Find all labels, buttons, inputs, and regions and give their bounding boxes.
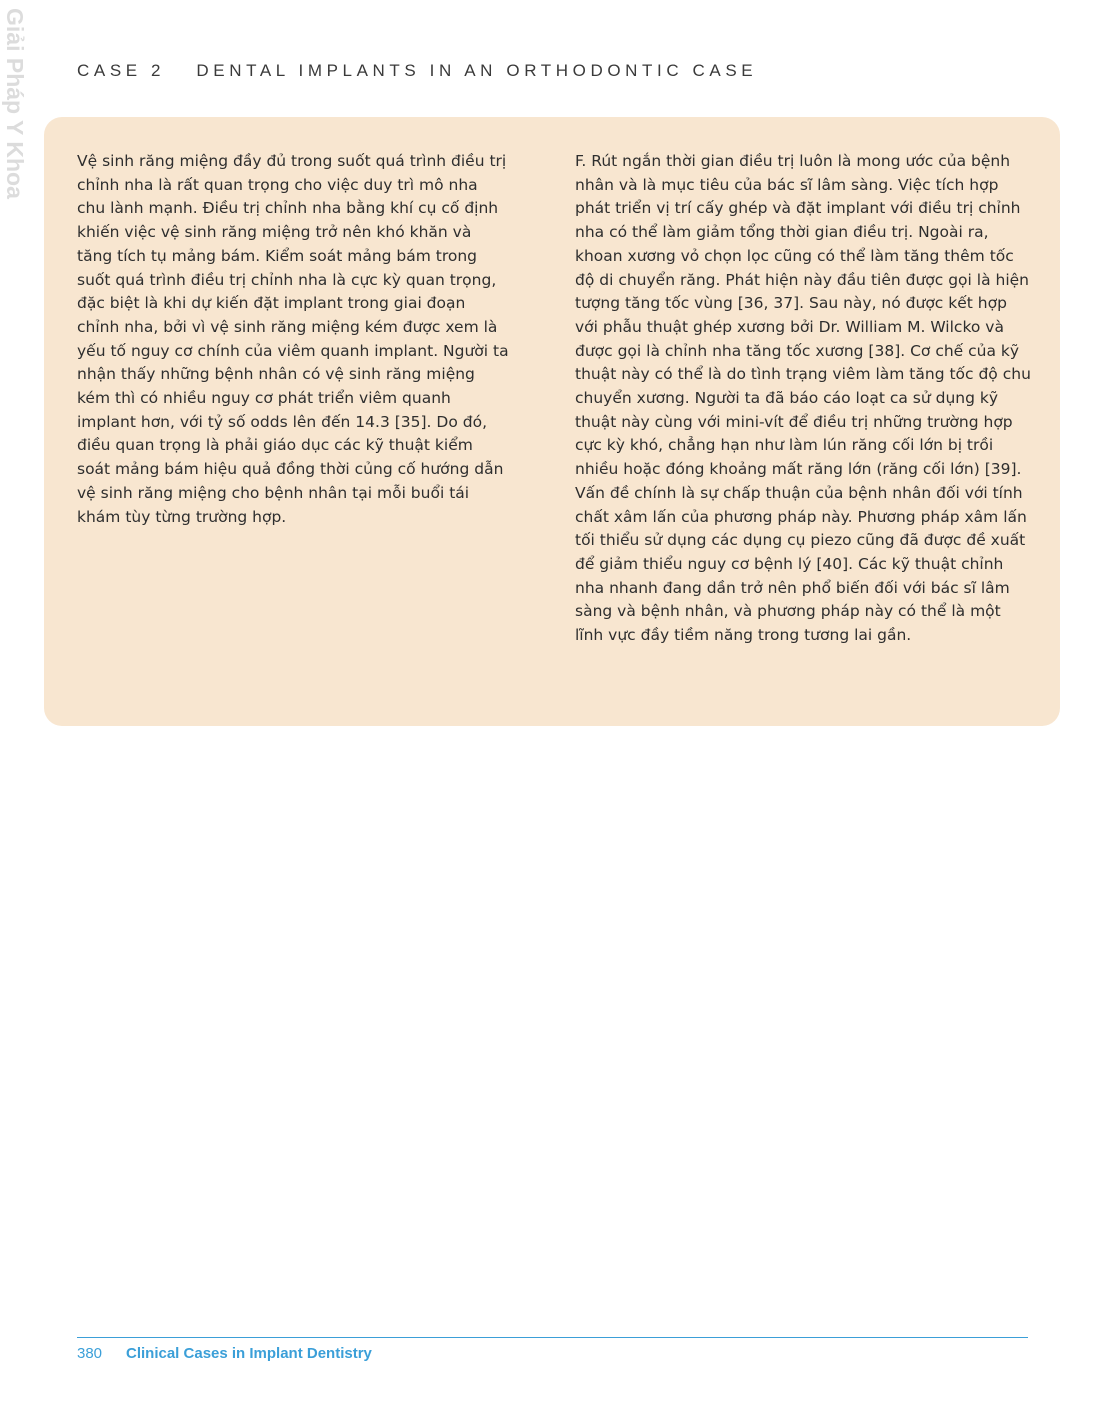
running-head-title: DENTAL IMPLANTS IN AN ORTHODONTIC CASE bbox=[196, 61, 758, 80]
case-label: CASE 2 bbox=[77, 61, 166, 80]
right-column-paragraph: F. Rút ngắn thời gian điều trị luôn là mong ước của bệnh nhân và là mục tiêu của bác sĩ lâm sàng. Việc tích hợp phát triển vị trí cấy ghép và đặt implant với điều trị chỉnh nha có thể làm giảm tổng thời gian điều trị. Ngoài ra, khoan xương vỏ chọn lọc cũng có thể làm tăng thêm tốc độ di chuyển răng. Phát hiện này đầu tiên được gọi là hiện tượng tăng tốc vùng [36, 37]. Sau này, nó được kết hợp với phẫu thuật ghép xương bởi Dr. William M. Wilcko và được gọi là chỉnh nha tăng tốc xương [38]. Cơ chế của kỹ thuật này có thể là do tình trạng viêm làm tăng tốc độ chu chuyển xương. Người ta đã báo cáo loạt ca sử dụng kỹ thuật này cùng với mini-vít để điều trị những trường hợp cực kỳ khó, chẳng hạn như làm lún răng cối lớn bị trồi nhiều hoặc đóng khoảng mất răng lớn (răng cối lớn) [39]. Vấn đề chính là sự chấp thuận của bệnh nhân đối với tính chất xâm lấn của phương pháp này. Phương pháp xâm lấn tối thiểu sử dụng các dụng cụ piezo cũng đã được đề xuất để giảm thiểu nguy cơ bệnh lý [40]. Các kỹ thuật chỉnh nha nhanh đang dần trở nên phổ biến đối với bác sĩ lâm sàng và bệnh nhân, và phương pháp này có thể là một lĩnh vực đầy tiềm năng trong tương lai gần. bbox=[575, 152, 1031, 645]
watermark-text: Giải Pháp Y Khoa bbox=[2, 8, 28, 199]
left-column-paragraph: Vệ sinh răng miệng đầy đủ trong suốt quá trình điều trị chỉnh nha là rất quan trọng cho việc duy trì mô nha chu lành mạnh. Điều trị chỉnh nha bằng khí cụ cố định khiến việc vệ sinh răng miệng trở nên khó khăn và tăng tích tụ mảng bám. Kiểm soát mảng bám trong suốt quá trình điều trị chỉnh nha là cực kỳ quan trọng, đặc biệt là khi dự kiến đặt implant trong giai đoạn chỉnh nha, bởi vì vệ sinh răng miệng kém được xem là yếu tố nguy cơ chính của viêm quanh implant. Người ta nhận thấy những bệnh nhân có vệ sinh răng miệng kém thì có nhiều nguy cơ phát triển viêm quanh implant hơn, với tỷ số odds lên đến 14.3 [35]. Do đó, điều quan trọng là phải giáo dục các kỹ thuật kiểm soát mảng bám hiệu quả đồng thời củng cố hướng dẫn vệ sinh răng miệng cho bệnh nhân tại mỗi buổi tái khám tùy từng trường hợp. bbox=[77, 152, 509, 526]
running-head bbox=[77, 61, 757, 81]
watermark bbox=[0, 6, 36, 199]
page-number: 380 bbox=[77, 1345, 103, 1362]
footer-divider bbox=[77, 1337, 1028, 1338]
book-title: Clinical Cases in Implant Dentistry bbox=[126, 1345, 372, 1362]
